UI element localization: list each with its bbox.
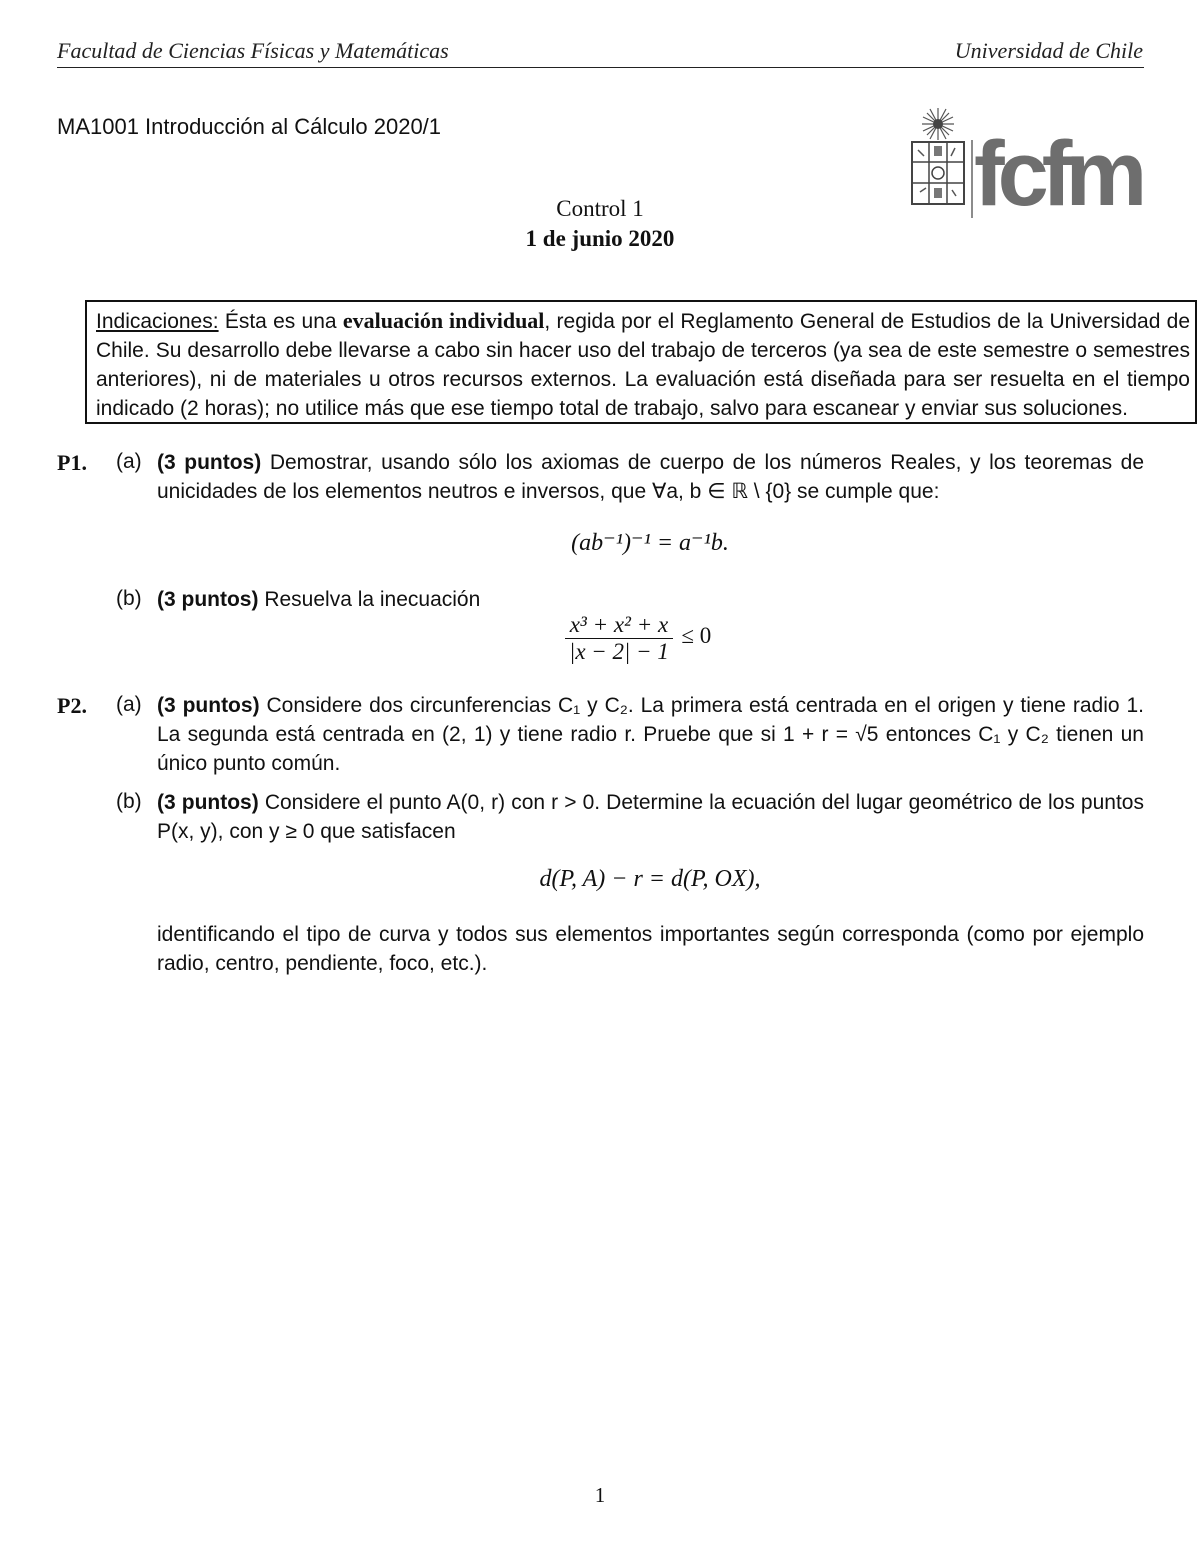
p1-b-numerator: x³ + x² + x xyxy=(565,612,673,639)
p2-b-followup: identificando el tipo de curva y todos sus elementos importantes según corresponda (como por ejemplo radio, centro, pendiente, foco, etc.). xyxy=(157,923,1144,975)
header-rule xyxy=(57,67,1144,68)
p1-b-label: (b) xyxy=(116,587,142,610)
problem-2-label: P2. xyxy=(57,693,87,718)
p1-b-inequality xyxy=(565,612,711,665)
p1-a-equation: (ab⁻¹)⁻¹ = a⁻¹b. xyxy=(571,530,729,556)
instructions-part-2: , regida por el Reglamento General de Estudios de la Universidad de Chile. Su desarrollo debe llevarse a cabo sin hacer uso del trabajo de terceros (ya sea de este semestre o semestres anteriores), ni de materiales u otros recursos externos. La evaluación está diseñada para ser resuelta en el tiempo indicado (2 horas); no utilice más que ese tiempo total de trabajo, salvo para escanear y enviar sus soluciones. xyxy=(96,310,1190,420)
course-title: MA1001 Introducción al Cálculo 2020/1 xyxy=(57,114,442,139)
p1-b-denominator: |x − 2| − 1 xyxy=(569,639,669,664)
p2-a-text: Considere dos circunferencias C₁ y C₂. La primera está centrada en el origen y tiene radio 1. La segunda está centrada en (2, 1) y tiene radio r. Pruebe que si 1 + r = √5 entonces C₁ y C₂ tienen un único punto común. xyxy=(157,694,1144,775)
p1-a-text: Demostrar, usando sólo los axiomas de cuerpo de los números Reales, y los teoremas de unicidades de los elementos neutros e inversos, que ∀a, b ∈ ℝ \ {0} se cumple que: xyxy=(157,451,1145,503)
page-number: 1 xyxy=(594,1483,606,1507)
p1-a-label: (a) xyxy=(116,450,142,473)
p2-a-points: (3 puntos) xyxy=(157,694,260,717)
p1-a-statement xyxy=(157,448,1144,506)
p1-b-points: (3 puntos) xyxy=(157,588,259,611)
p2-b-points: (3 puntos) xyxy=(157,791,259,814)
instructions-box xyxy=(85,300,1197,424)
exam-date: 1 de junio 2020 xyxy=(525,226,675,251)
exam-title-block xyxy=(0,194,1200,254)
p1-b-text: Resuelva la inecuación xyxy=(258,588,481,611)
instructions-bold: evaluación individual xyxy=(342,308,545,333)
p2-b-label: (b) xyxy=(116,790,142,813)
p2-a-statement xyxy=(157,691,1144,778)
instructions-label: Indicaciones: xyxy=(96,310,219,333)
p1-a-points: (3 puntos) xyxy=(157,451,262,474)
problem-1-label: P1. xyxy=(57,450,87,475)
p2-b-equation: d(P, A) − r = d(P, OX), xyxy=(539,866,761,892)
p2-b-statement xyxy=(157,788,1144,846)
p1-b-fraction xyxy=(565,612,673,665)
instructions-part-1: Ésta es una xyxy=(218,310,343,333)
header-faculty: Facultad de Ciencias Físicas y Matemáticas xyxy=(57,38,449,63)
p1-b-relation: ≤ 0 xyxy=(681,622,712,648)
p2-b-text: Considere el punto A(0, r) con r > 0. Determine la ecuación del lugar geométrico de los puntos P(x, y), con y ≥ 0 que satisfacen xyxy=(157,791,1144,843)
header-university: Universidad de Chile xyxy=(954,38,1143,63)
fcfm-wordmark: fcfm xyxy=(974,123,1141,225)
exam-title: Control 1 xyxy=(556,196,644,221)
p2-a-label: (a) xyxy=(116,693,142,716)
p1-b-statement xyxy=(157,585,480,614)
instructions-text xyxy=(96,306,1190,423)
